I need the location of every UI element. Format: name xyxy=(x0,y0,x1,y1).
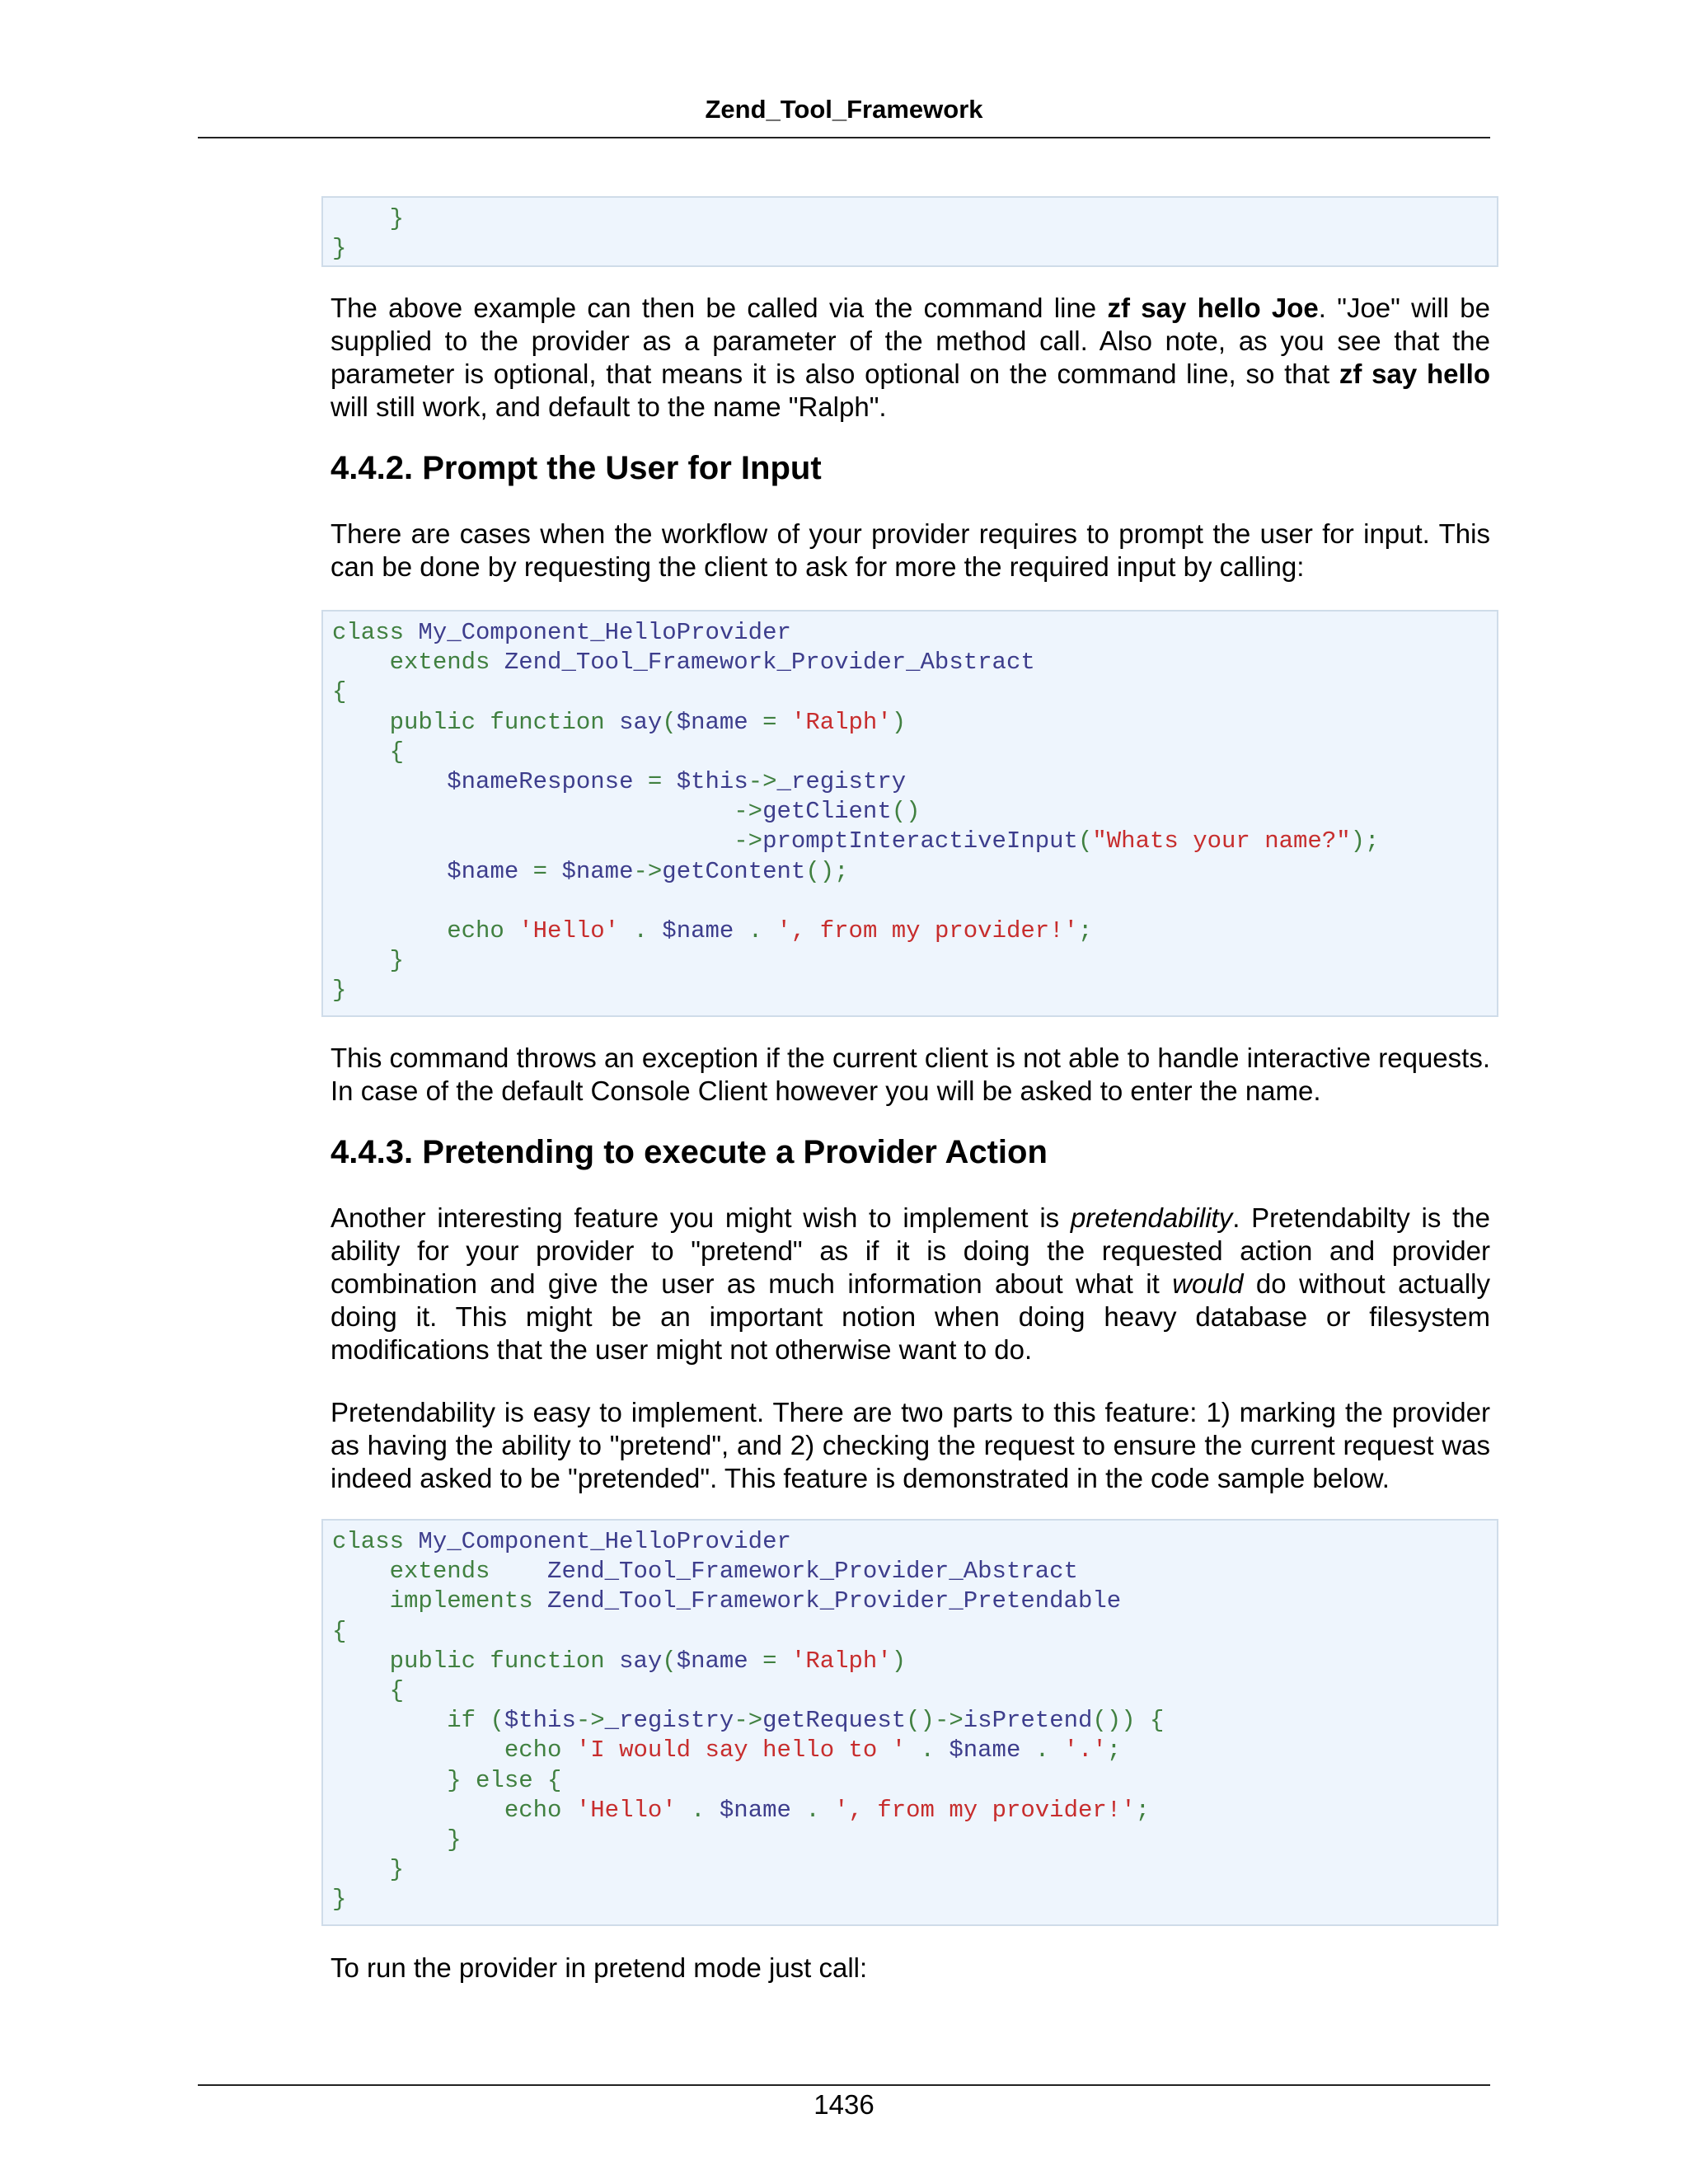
code-token: ); xyxy=(1350,827,1380,855)
section-heading-pretend: 4.4.3. Pretending to execute a Provider Action xyxy=(331,1134,1048,1170)
header-rule xyxy=(198,137,1490,138)
code-token: = xyxy=(518,857,562,885)
code-line xyxy=(332,916,1497,946)
code-token: . xyxy=(790,1796,835,1824)
code-line xyxy=(332,857,1497,887)
code-line xyxy=(332,708,1497,738)
code-token: say xyxy=(619,1647,663,1675)
code-line xyxy=(332,648,1497,677)
code-token: ( xyxy=(662,1647,677,1675)
code-line xyxy=(332,1586,1497,1616)
paragraph-pretendability: Another interesting feature you might wish to implement is pretendability. Pretendabilty is the ability for your provider to "pretend" as if it is doing the requested action and provider combination and give the user as much information about what it would do without actually doing it. This might be an important notion when doing heavy database or filesystem modifications that the user might not otherwise want to do. xyxy=(331,1202,1490,1365)
code-token: = xyxy=(748,1647,791,1675)
code-token: -> xyxy=(633,857,663,885)
code-token: $nameResponse xyxy=(447,768,634,796)
code-block-prompt-input xyxy=(321,610,1498,1017)
code-token: class xyxy=(332,619,419,646)
code-token: = xyxy=(748,708,791,736)
footer-rule xyxy=(198,2084,1490,2086)
code-line xyxy=(332,1855,1497,1885)
code-line xyxy=(332,1647,1497,1676)
code-line xyxy=(332,827,1497,856)
code-token: $name xyxy=(561,857,634,885)
code-token: 'Hello' xyxy=(575,1796,677,1824)
code-token: $name xyxy=(662,917,734,945)
code-line xyxy=(332,677,1497,707)
code-token xyxy=(332,768,447,795)
code-token: extends xyxy=(332,1558,548,1586)
code-token: -> xyxy=(332,827,763,855)
code-token: . xyxy=(619,917,663,945)
code-token: . xyxy=(676,1796,720,1824)
code-token: . xyxy=(906,1736,950,1765)
code-token: $name xyxy=(676,1647,748,1675)
code-token: Zend_Tool_Framework_Provider_Pretendable xyxy=(547,1587,1122,1615)
code-token: Zend_Tool_Framework_Provider_Abstract xyxy=(504,649,1035,677)
code-token xyxy=(332,205,390,232)
code-line xyxy=(332,234,1497,264)
code-token: $name xyxy=(949,1736,1021,1765)
code-token: . xyxy=(734,917,777,945)
code-token: say xyxy=(619,708,663,736)
code-token: $name xyxy=(447,857,519,885)
code-line xyxy=(332,738,1497,767)
code-token: "Whats your name?" xyxy=(1092,827,1351,855)
code-token: -> xyxy=(734,1707,763,1735)
code-token: getRequest xyxy=(762,1707,907,1735)
code-token: if xyxy=(332,1707,490,1735)
code-token: promptInteractiveInput xyxy=(762,827,1078,855)
code-token: implements xyxy=(332,1587,548,1615)
code-line xyxy=(332,1736,1497,1765)
paragraph-pretend-implementation: Pretendability is easy to implement. There are two parts to this feature: 1) marking the provider as having the ability to "pretend", and 2) checking the request to ensure the current request was indeed asked to be "pretended". This feature is demonstrated in the code sample below. xyxy=(331,1397,1490,1493)
code-token: } xyxy=(332,1856,405,1884)
code-token: 'Ralph' xyxy=(790,1647,892,1675)
code-block-pretendable xyxy=(321,1519,1498,1926)
code-token: ( xyxy=(490,1707,504,1735)
code-token: } xyxy=(332,977,347,1005)
code-token: echo xyxy=(332,917,519,945)
code-token: ; xyxy=(1135,1796,1151,1824)
code-token: _registry xyxy=(776,768,907,796)
code-line xyxy=(332,767,1497,797)
code-token: ( xyxy=(1077,827,1093,855)
code-token: My_Component_HelloProvider xyxy=(418,1528,791,1555)
code-line xyxy=(332,797,1497,827)
code-token: $name xyxy=(719,1796,791,1824)
emphasis: would xyxy=(1172,1268,1244,1299)
paragraph-run-pretend: To run the provider in pretend mode just call: xyxy=(331,1952,868,1983)
code-token: } xyxy=(332,947,405,975)
code-line xyxy=(332,1676,1497,1706)
code-line xyxy=(332,204,1497,234)
code-token: $this xyxy=(676,768,748,796)
code-token: ) xyxy=(891,708,907,736)
code-token: 'Hello' xyxy=(518,917,620,945)
code-token: ', from my provider!' xyxy=(776,917,1078,945)
command-example: zf say hello Joe xyxy=(1107,293,1319,323)
code-block-fragment xyxy=(321,196,1498,267)
code-line xyxy=(332,1617,1497,1647)
paragraph-prompt-intro: There are cases when the workflow of your provider requires to prompt the user for input. This can be done by requesting the client to ask for more the required input by calling: xyxy=(331,518,1490,582)
emphasis: pretendability xyxy=(1070,1202,1233,1233)
code-token: { xyxy=(332,678,347,706)
code-token: } xyxy=(332,235,347,263)
code-token: ()) { xyxy=(1092,1707,1165,1735)
code-token: -> xyxy=(332,798,763,826)
code-token: { xyxy=(332,738,405,766)
code-token: _registry xyxy=(604,1707,734,1735)
code-token: 'Ralph' xyxy=(790,708,892,736)
code-token: ()-> xyxy=(906,1707,964,1735)
code-token: } xyxy=(332,1826,462,1854)
code-token: '.' xyxy=(1063,1736,1107,1765)
code-token: () xyxy=(891,798,921,826)
code-token: getClient xyxy=(762,798,892,826)
running-header: Zend_Tool_Framework xyxy=(705,95,983,124)
code-line xyxy=(332,1557,1497,1586)
code-line xyxy=(332,1825,1497,1855)
code-token: } else { xyxy=(332,1766,562,1794)
code-token: ; xyxy=(1078,917,1093,945)
code-token: Zend_Tool_Framework_Provider_Abstract xyxy=(547,1558,1078,1586)
code-line xyxy=(332,946,1497,976)
code-token: echo xyxy=(332,1736,576,1765)
code-token: public function xyxy=(332,708,620,736)
code-token: ) xyxy=(891,1647,907,1675)
code-token: getContent xyxy=(662,857,806,885)
code-token: { xyxy=(332,1617,347,1645)
page-number: 1436 xyxy=(814,2089,874,2120)
code-token: $name xyxy=(676,708,748,736)
code-token: isPretend xyxy=(963,1707,1093,1735)
code-line xyxy=(332,976,1497,1005)
code-token: $this xyxy=(504,1707,576,1735)
code-line xyxy=(332,1706,1497,1736)
paragraph-example-call: The above example can then be called via the command line zf say hello Joe. "Joe" will be supplied to the provider as a parameter of the method call. Also note, as you see that the parameter is optional, that means it is also optional on the command line, so that zf say hello will still work, and default to the name "Ralph". xyxy=(331,293,1491,422)
code-line xyxy=(332,1796,1497,1825)
code-token: { xyxy=(332,1677,405,1705)
code-token: } xyxy=(332,1886,347,1914)
code-token: -> xyxy=(748,768,777,796)
code-token xyxy=(332,858,447,885)
code-line xyxy=(332,887,1497,916)
code-token: public function xyxy=(332,1647,620,1675)
code-line xyxy=(332,1766,1497,1796)
code-token: extends xyxy=(332,649,504,677)
section-heading-prompt-input: 4.4.2. Prompt the User for Input xyxy=(331,450,822,486)
code-token: . xyxy=(1020,1736,1064,1765)
code-token: ( xyxy=(662,708,677,736)
code-token: My_Component_HelloProvider xyxy=(418,619,791,646)
code-token: (); xyxy=(805,857,849,885)
code-token: ', from my provider!' xyxy=(834,1796,1136,1824)
code-token: } xyxy=(389,205,405,232)
code-token: = xyxy=(633,768,677,796)
code-token: ; xyxy=(1106,1736,1122,1765)
paragraph-exception-note: This command throws an exception if the current client is not able to handle interactive requests. In case of the default Console Client however you will be asked to enter the name. xyxy=(331,1043,1490,1106)
command-example: zf say hello xyxy=(1339,359,1491,389)
code-line xyxy=(332,618,1497,648)
code-token: echo xyxy=(332,1796,576,1824)
code-token: 'I would say hello to ' xyxy=(575,1736,907,1765)
code-token: class xyxy=(332,1528,419,1555)
code-line xyxy=(332,1527,1497,1557)
code-token: -> xyxy=(575,1707,605,1735)
code-line xyxy=(332,1885,1497,1915)
